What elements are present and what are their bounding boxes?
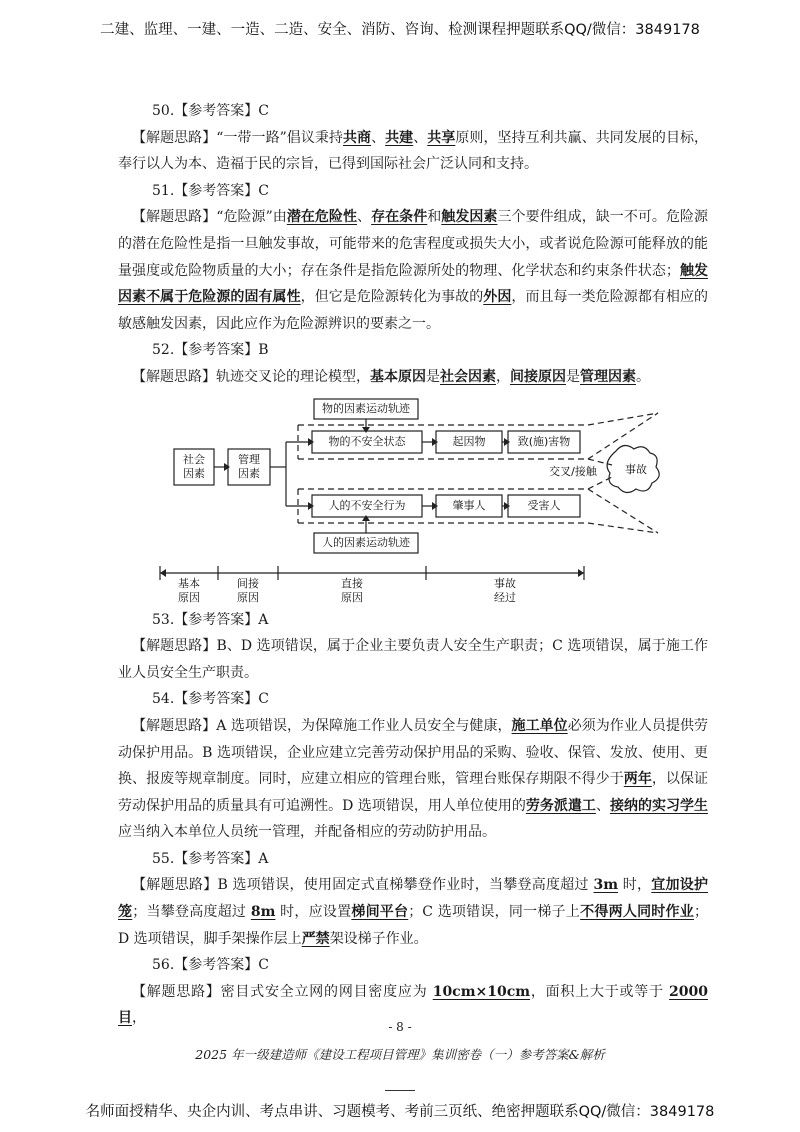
q50-answer: 50.【参考答案】C (152, 103, 269, 119)
q54-answer: 54.【参考答案】C (152, 691, 269, 708)
victim-box: 受害人 (527, 498, 561, 512)
perpetrator-box: 肇事人 (452, 498, 486, 512)
axis-basic-cause: 基本 原因 (178, 576, 200, 604)
q52-answer: 52.【参考答案】B (152, 342, 269, 359)
management-factor-box: 管理 因素 (238, 452, 260, 480)
object-unsafe-state-box: 物的不安全状态 (328, 434, 406, 448)
axis-direct-cause: 直接 原因 (341, 576, 363, 604)
accident-label: 事故 (625, 462, 647, 476)
trajectory-crossing-diagram (118, 393, 708, 605)
q51-explanation: 【解题思路】“危险源”由潜在危险性、存在条件和触发因素三个要件组成，缺一不可。危险源的潜在危险性是指一旦触发事故，可能带来的危害程度或损失大小，或者说危险源可能释放的能量强度或危险物质量的大小；存在条件是指危险源所处的物理、化学状态和约束条件状态；触发因素不属于危险源的固有属性，但它是危险源转化为事故的外因，而且每一类危险源都有相应的敏感触发因素，因此应作为危险源辨识的要素之一。 (118, 209, 709, 332)
social-factor-box: 社会 因素 (183, 452, 205, 480)
page-number: - 8 - (388, 1020, 412, 1034)
harm-object-box: 致(施)害物 (517, 434, 571, 448)
footer-title: 2025 年一级建造师《建设工程项目管理》集训密卷（一）参考答案&解析 (195, 1047, 605, 1062)
footer-rule (385, 1090, 415, 1091)
q54-explanation: 【解题思路】A 选项错误，为保障施工作业人员安全与健康，施工单位必须为作业人员提供劳动保护用品。B 选项错误，企业应建立完善劳动保护用品的采购、验收、保管、发放、使用、更换、报废等规章制度。同时，应建立相应的管理台账，管理台账保存期限不得少于两年，以保证劳动保护用品的质量具有可追溯性。D 选项错误，用人单位使用的劳务派遣工、接纳的实习学生应当纳入本单位人员统一管理，并配备相应的劳动防护用品。 (118, 717, 709, 841)
q56-explanation: 【解题思路】密目式安全立网的网目密度应为 10cm×10cm，面积上大于或等于 2000 目， (118, 983, 709, 1027)
header-banner: 二建、监理、一建、一造、二造、安全、消防、咨询、检测课程押题联系QQ/微信：3849178 (100, 22, 700, 38)
answer-content (118, 98, 708, 1032)
q53-answer: 53.【参考答案】A (152, 611, 269, 628)
person-trace-box: 人的因素运动轨迹 (322, 535, 410, 549)
q53-explanation: 【解题思路】B、D 选项错误，属于企业主要负责人安全生产职责；C 选项错误，属于施工作业人员安全生产职责。 (118, 638, 709, 681)
q56-answer: 56.【参考答案】C (152, 957, 269, 974)
q52-explanation: 【解题思路】轨迹交叉论的理论模型，基本原因是社会因素，间接原因是管理因素。 (132, 368, 650, 385)
axis-indirect-cause: 间接 原因 (237, 576, 259, 604)
object-trace-box: 物的因素运动轨迹 (322, 401, 410, 415)
q50-explanation: 【解题思路】“一带一路”倡议秉持共商、共建、共享原则，坚持互利共赢、共同发展的目标，奉行以人为本、造福于民的宗旨，已得到国际社会广泛认同和支持。 (118, 129, 709, 173)
axis-accident-process: 事故 经过 (494, 576, 516, 604)
footer-banner: 名师面授精华、央企内训、考点串讲、习题模考、考前三页纸、绝密押题联系QQ/微信：3849178 (85, 1104, 715, 1120)
q51-answer: 51.【参考答案】C (152, 182, 269, 199)
person-unsafe-act-box: 人的不安全行为 (328, 498, 406, 512)
origin-object-box: 起因物 (452, 434, 486, 448)
cross-contact-label: 交叉/接触 (549, 464, 597, 478)
q55-explanation: 【解题思路】B 选项错误，使用固定式直梯攀登作业时，当攀登高度超过 3m 时，宜加设护笼；当攀登高度超过 8m 时，应设置梯间平台；C 选项错误，同一梯子上不得两人同时作业；D 选项错误，脚手架操作层上严禁架设梯子作业。 (118, 877, 709, 947)
q55-answer: 55.【参考答案】A (152, 850, 269, 867)
